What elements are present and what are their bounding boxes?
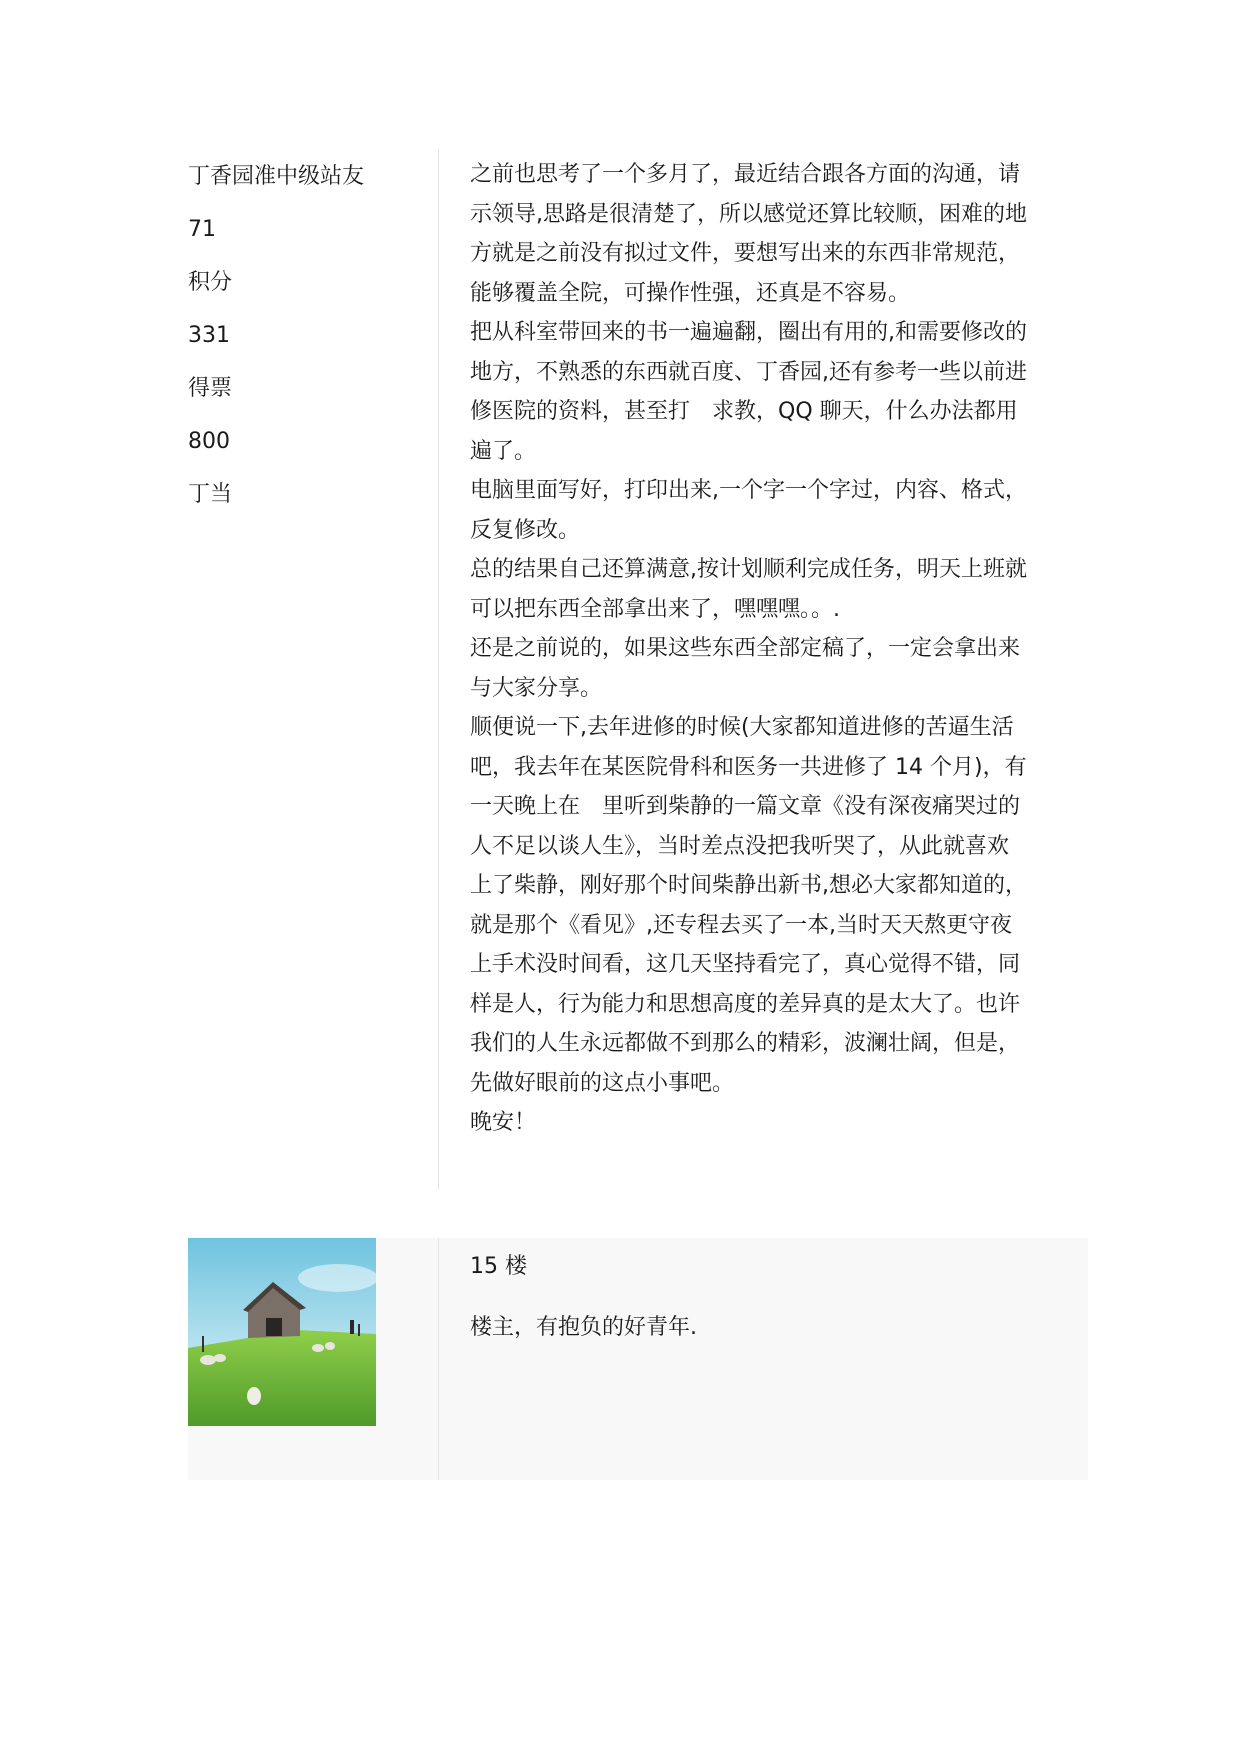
post-line: 顺便说一下,去年进修的时候(大家都知道进修的苦逼生活: [470, 715, 1014, 740]
dingdang-label: 丁当: [188, 482, 233, 507]
post-line: 总的结果自己还算满意,按计划顺利完成任务，明天上班就: [470, 557, 1027, 582]
post-line: 反复修改。: [470, 517, 581, 543]
post-line: 还是之前说的，如果这些东西全部定稿了，一定会拿出来: [470, 636, 1021, 661]
avatar[interactable]: [188, 1238, 376, 1426]
user-sidebar: [188, 150, 428, 521]
post-line: 上手术没时间看，这几天坚持看完了，真心觉得不错，同: [470, 952, 1021, 977]
post-line: 与大家分享。: [470, 675, 603, 701]
post-line: 遍了。: [470, 438, 537, 464]
post-line: 吧，我去年在某医院骨科和医务一共进修了 14 个月)，有: [470, 754, 1027, 780]
votes-value: 331: [188, 323, 230, 348]
post-line: 我们的人生永远都做不到那么的精彩，波澜壮阔，但是，: [470, 1031, 1021, 1056]
post-line: 就是那个《看见》,还专程去买了一本,当时天天熬更守夜: [470, 912, 1012, 938]
column-divider: [438, 150, 439, 1190]
post-line: 一天晚上在 里听到柴静的一篇文章《没有深夜痛哭过的: [470, 794, 1021, 819]
avatar-image: [188, 1238, 376, 1426]
post-line: 示领导,思路是很清楚了，所以感觉还算比较顺，困难的地: [470, 201, 1027, 227]
user-rank: 丁香园准中级站友: [188, 164, 365, 189]
floor-number: 15 楼: [470, 1254, 527, 1279]
votes-label: 得票: [188, 376, 233, 401]
column-divider: [438, 1238, 439, 1480]
points-value: 71: [188, 217, 216, 242]
post-line: 先做好眼前的这点小事吧。: [470, 1070, 735, 1096]
post-content: [470, 155, 1070, 1143]
reply-text: 楼主，有抱负的好青年.: [470, 1315, 697, 1340]
post-line: 方就是之前没有拟过文件，要想写出来的东西非常规范，: [470, 241, 1021, 266]
post-line: 之前也思考了一个多月了，最近结合跟各方面的沟通，请: [470, 162, 1021, 187]
post-line: 上了柴静，刚好那个时间柴静出新书,想必大家都知道的，: [470, 873, 1027, 898]
points-label: 积分: [188, 270, 233, 295]
post-line: 电脑里面写好，打印出来,一个字一个字过，内容、格式，: [470, 478, 1027, 503]
post-line: 能够覆盖全院，可操作性强，还真是不容易。: [470, 280, 911, 306]
dingdang-value: 800: [188, 429, 230, 454]
post-line: 晚安！: [470, 1110, 537, 1135]
post-line: 把从科室带回来的书一遍遍翻，圈出有用的,和需要修改的: [470, 320, 1027, 345]
reply-block: [188, 1238, 1088, 1480]
post-line: 样是人，行为能力和思想高度的差异真的是太大了。也许: [470, 991, 1021, 1017]
post-line: 修医院的资料，甚至打 求教，QQ 聊天，什么办法都用: [470, 399, 1018, 424]
post-line: 人不足以谈人生》，当时差点没把我听哭了，从此就喜欢: [470, 833, 1010, 859]
post-line: 地方，不熟悉的东西就百度、丁香园,还有参考一些以前进: [470, 359, 1027, 385]
post-line: 可以把东西全部拿出来了，嘿嘿嘿。。.: [470, 596, 840, 622]
